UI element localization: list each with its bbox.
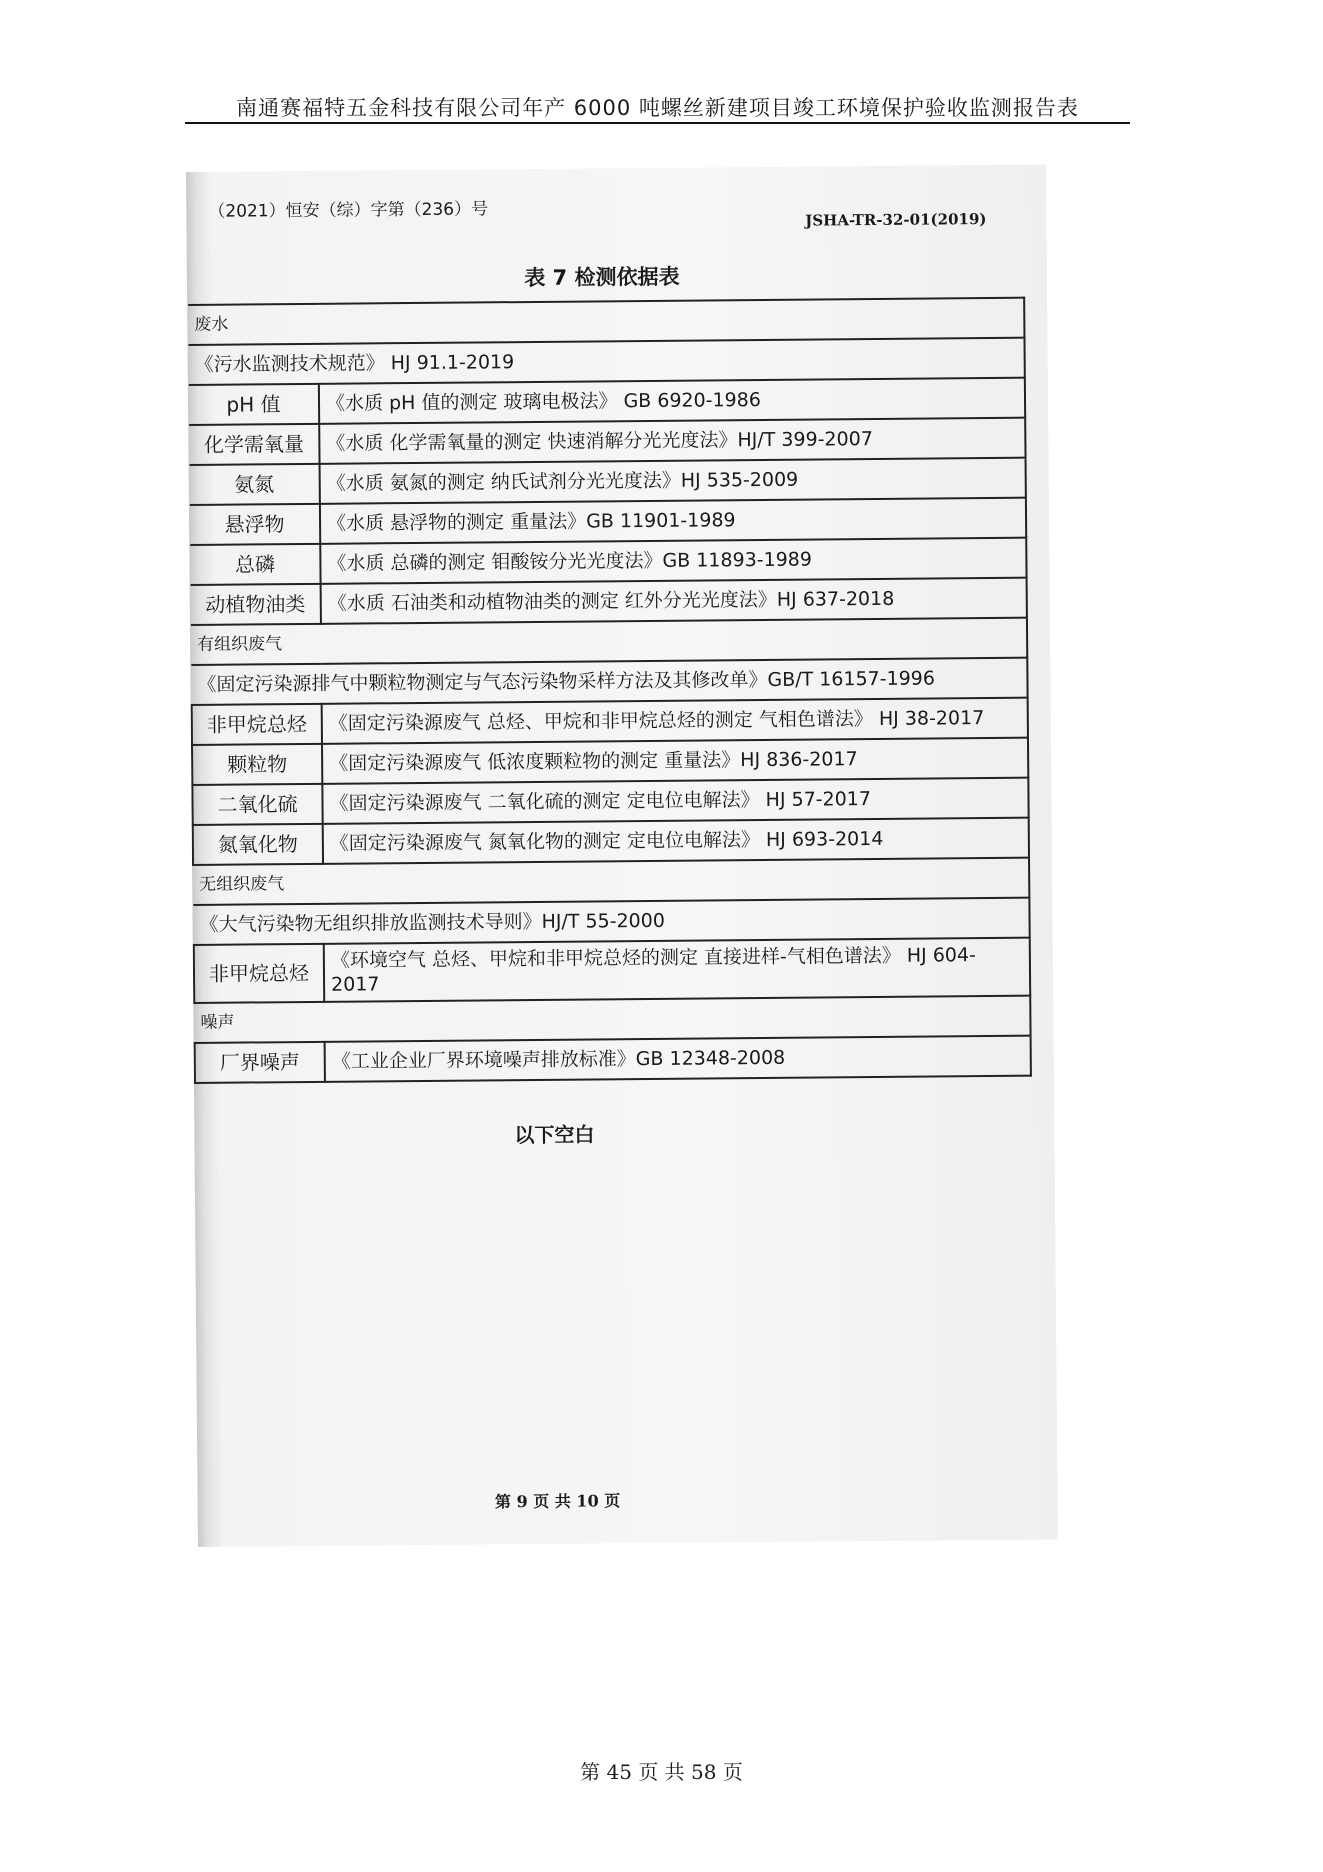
- method-cell: 《水质 化学需氧量的测定 快速消解分光光度法》HJ/T 399-2007: [319, 418, 1025, 464]
- method-cell: 《水质 悬浮物的测定 重量法》GB 11901-1989: [320, 498, 1026, 544]
- parameter-cell: 总磷: [190, 544, 320, 585]
- form-code: JSHA-TR-32-01(2019): [805, 210, 987, 230]
- document-number: （2021）恒安（综）字第（236）号: [208, 199, 489, 222]
- parameter-cell: pH 值: [189, 384, 319, 425]
- method-cell: 《环境空气 总烃、甲烷和非甲烷总烃的测定 直接进样-气相色谱法》 HJ 604-2017: [324, 938, 1030, 1002]
- parameter-cell: 非甲烷总烃: [194, 944, 325, 1003]
- general-standard: 《污水监测技术规范》 HJ 91.1-2019: [189, 338, 1025, 385]
- table-title: 表 7 检测依据表: [524, 264, 680, 291]
- testing-basis-table: [187, 297, 1032, 1084]
- parameter-cell: 二氧化硫: [192, 784, 322, 825]
- method-cell: 《水质 石油类和动植物油类的测定 红外分光光度法》HJ 637-2018: [321, 578, 1027, 624]
- parameter-cell: 氨氮: [190, 464, 320, 505]
- method-cell: 《工业企业厂界环境噪声排放标准》GB 12348-2008: [325, 1036, 1031, 1082]
- method-cell: 《水质 pH 值的测定 玻璃电极法》 GB 6920-1986: [319, 378, 1025, 424]
- method-cell: 《固定污染源废气 氮氧化物的测定 定电位电解法》 HJ 693-2014: [323, 818, 1029, 864]
- parameter-cell: 氮氧化物: [193, 824, 323, 865]
- method-cell: 《固定污染源废气 低浓度颗粒物的测定 重量法》HJ 836-2017: [322, 738, 1028, 784]
- section-label: 有组织废气: [191, 618, 1027, 665]
- method-cell: 《固定污染源废气 总烃、甲烷和非甲烷总烃的测定 气相色谱法》 HJ 38-2017: [322, 698, 1028, 744]
- page-number: 第 45 页 共 58 页: [580, 1760, 743, 1784]
- table-row: [195, 1036, 1031, 1083]
- scanned-report-page: [186, 164, 1058, 1546]
- parameter-cell: 颗粒物: [192, 744, 322, 785]
- closing-note: 以下空白: [514, 1122, 595, 1148]
- section-label: 噪声: [194, 996, 1030, 1043]
- inner-page-number: 第 9 页 共 10 页: [494, 1491, 621, 1512]
- parameter-cell: 悬浮物: [190, 504, 320, 545]
- table-row: [194, 938, 1030, 1003]
- header-rule: [185, 122, 1130, 124]
- general-standard: 《大气污染物无组织排放监测技术导则》HJ/T 55-2000: [193, 898, 1029, 945]
- method-cell: 《水质 总磷的测定 钼酸铵分光光度法》GB 11893-1989: [320, 538, 1026, 584]
- section-label: 无组织废气: [193, 858, 1029, 905]
- section-label: 废水: [188, 298, 1024, 345]
- parameter-cell: 化学需氧量: [189, 424, 319, 465]
- report-header: 南通赛福特五金科技有限公司年产 6000 吨螺丝新建项目竣工环境保护验收监测报告表: [236, 96, 1079, 120]
- method-cell: 《固定污染源废气 二氧化硫的测定 定电位电解法》 HJ 57-2017: [322, 778, 1028, 824]
- general-standard: 《固定污染源排气中颗粒物测定与气态污染物采样方法及其修改单》GB/T 16157-1996: [191, 658, 1027, 705]
- parameter-cell: 动植物油类: [191, 584, 321, 625]
- parameter-cell: 非甲烷总烃: [192, 704, 322, 745]
- parameter-cell: 厂界噪声: [195, 1042, 325, 1083]
- method-cell: 《水质 氨氮的测定 纳氏试剂分光光度法》HJ 535-2009: [320, 458, 1026, 504]
